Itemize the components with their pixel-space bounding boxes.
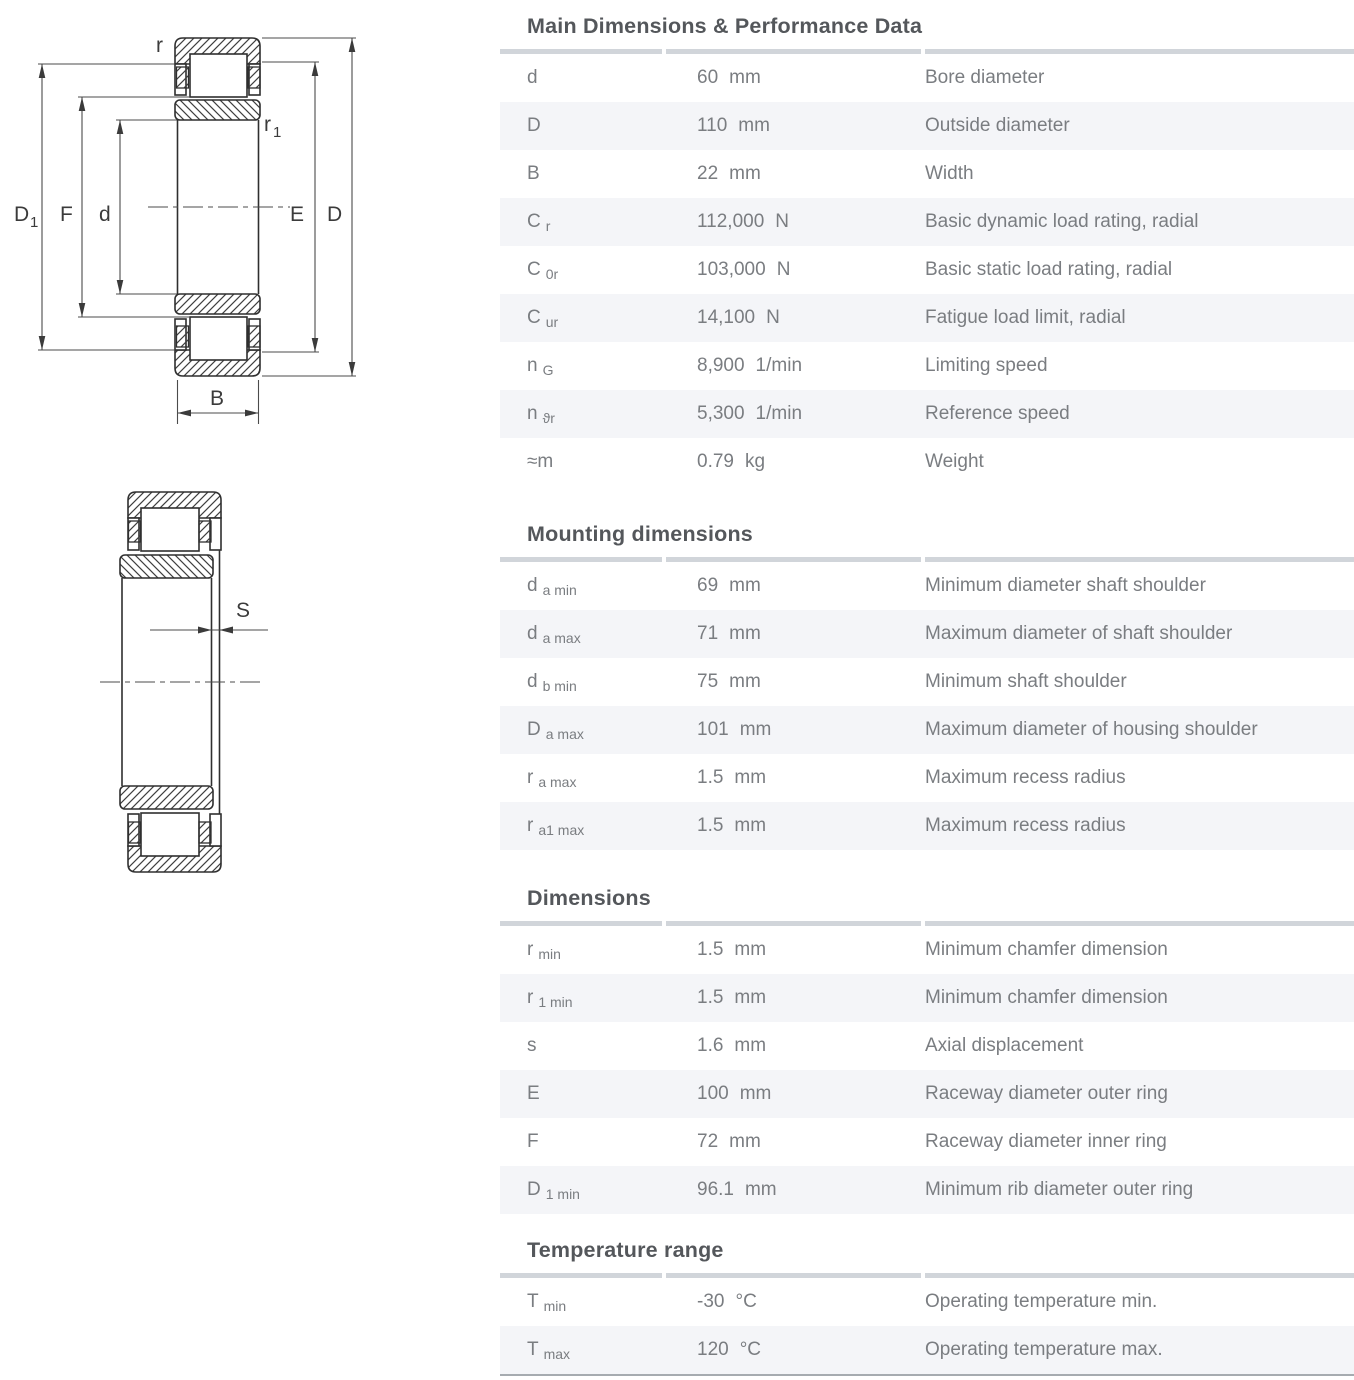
unit: N — [775, 211, 790, 232]
rule-segment — [666, 921, 921, 926]
value: 1.5 — [697, 767, 724, 788]
unit: mm — [734, 1035, 767, 1056]
description-cell: Maximum recess radius — [925, 767, 1126, 788]
cage-top-right — [199, 521, 211, 542]
value-cell — [666, 623, 925, 645]
value: 22 — [697, 163, 719, 184]
description-cell: Minimum rib diameter outer ring — [925, 1179, 1194, 1200]
value-cell — [666, 767, 925, 789]
rule-segment — [500, 921, 662, 926]
table-row — [500, 438, 1354, 486]
table-row — [500, 1118, 1354, 1166]
symbol-cell — [500, 815, 666, 837]
value-cell — [666, 115, 925, 137]
symbol: d — [527, 623, 538, 644]
dimension-lines — [100, 630, 268, 682]
symbol: F — [527, 1131, 539, 1152]
unit: kg — [744, 451, 766, 472]
symbol: D — [527, 115, 541, 136]
table-row — [500, 926, 1354, 974]
cage-top-left — [177, 67, 189, 88]
symbol: T — [527, 1291, 539, 1312]
label-d: d — [99, 203, 111, 226]
symbol-cell — [500, 719, 666, 741]
symbol: D — [527, 719, 541, 740]
technical-drawings — [0, 0, 500, 1380]
description-cell: Maximum recess radius — [925, 815, 1126, 836]
table-row — [500, 1022, 1354, 1070]
table-row — [500, 150, 1354, 198]
symbol: E — [527, 1083, 540, 1104]
label-r1: r — [264, 113, 271, 136]
bearing-cross-section-drawing — [0, 0, 480, 460]
symbol-subscript: a min — [542, 582, 577, 598]
table-row — [500, 1278, 1354, 1326]
symbol: d — [527, 575, 538, 596]
description-cell: Minimum shaft shoulder — [925, 671, 1127, 692]
description-cell: Fatigue load limit, radial — [925, 307, 1126, 328]
value: 120 — [697, 1339, 729, 1360]
value-cell — [666, 939, 925, 961]
value-cell — [666, 67, 925, 89]
cage-top-right — [248, 67, 260, 88]
header-rule — [500, 921, 1354, 926]
spec-section — [500, 0, 1354, 486]
cage-bottom-right — [248, 326, 260, 347]
value-cell — [666, 719, 925, 741]
table-row — [500, 294, 1354, 342]
symbol-cell — [500, 1291, 666, 1313]
table-row — [500, 802, 1354, 850]
symbol-subscript: a max — [545, 726, 584, 742]
symbol-cell — [500, 259, 666, 281]
table-row — [500, 246, 1354, 294]
value-cell — [666, 1083, 925, 1105]
value: 101 — [697, 719, 729, 740]
bottom-rule — [500, 1374, 1354, 1376]
table-row — [500, 1070, 1354, 1118]
label-r1-sub: 1 — [273, 124, 282, 141]
dimension-labels — [236, 599, 250, 622]
unit: mm — [738, 115, 770, 136]
unit: mm — [729, 163, 761, 184]
symbol-subscript: ur — [545, 314, 559, 330]
value: 60 — [697, 67, 719, 88]
value: 5,300 — [697, 403, 745, 424]
table-row — [500, 342, 1354, 390]
rule-segment — [925, 557, 1354, 562]
symbol-cell — [500, 767, 666, 789]
table-row — [500, 1166, 1354, 1214]
rule-segment — [500, 1273, 662, 1278]
table-row — [500, 974, 1354, 1022]
symbol: D — [527, 1179, 541, 1200]
description-cell: Basic static load rating, radial — [925, 259, 1173, 280]
spec-section — [500, 886, 1354, 1214]
value: 14,100 — [697, 307, 756, 328]
description-cell: Maximum diameter of shaft shoulder — [925, 623, 1233, 644]
symbol-cell — [500, 355, 666, 377]
label-B: B — [210, 387, 225, 410]
spec-section — [500, 522, 1354, 850]
value: 1.6 — [697, 1035, 724, 1056]
value-cell — [666, 1291, 925, 1313]
value-cell — [666, 1035, 925, 1057]
table-row — [500, 706, 1354, 754]
symbol-subscript: min — [538, 946, 561, 962]
symbol: r — [527, 767, 534, 788]
value-cell — [666, 1339, 925, 1361]
unit: mm — [729, 623, 761, 644]
unit: mm — [734, 767, 767, 788]
value-cell — [666, 307, 925, 329]
unit: mm — [739, 719, 772, 740]
rule-segment — [666, 1273, 921, 1278]
spec-tables — [500, 0, 1354, 1376]
symbol-subscript: 1 min — [538, 994, 573, 1010]
symbol: r — [527, 939, 534, 960]
description-cell: Reference speed — [925, 403, 1070, 424]
rule-segment — [925, 1273, 1354, 1278]
table-row — [500, 1326, 1354, 1374]
rule-segment — [500, 49, 662, 54]
value-cell — [666, 259, 925, 281]
symbol: C — [527, 307, 541, 328]
rule-segment — [666, 557, 921, 562]
inner-ring-bottom — [175, 294, 260, 314]
description-cell: Limiting speed — [925, 355, 1048, 376]
symbol-cell — [500, 115, 666, 137]
unit: mm — [734, 987, 767, 1008]
description-cell: Width — [925, 163, 974, 184]
label-E: E — [290, 203, 305, 226]
description-cell: Raceway diameter inner ring — [925, 1131, 1167, 1152]
value-cell — [666, 575, 925, 597]
table-row — [500, 54, 1354, 102]
symbol-subscript: ϑr — [542, 410, 555, 426]
roller-bottom — [190, 317, 247, 360]
label-D1: D — [14, 203, 30, 226]
description-cell: Minimum diameter shaft shoulder — [925, 575, 1206, 596]
unit: mm — [744, 1179, 777, 1200]
symbol-cell — [500, 307, 666, 329]
value: 8,900 — [697, 355, 745, 376]
value: 110 — [697, 115, 728, 136]
inner-ring-top — [175, 100, 260, 120]
rule-segment — [925, 49, 1354, 54]
symbol-subscript: 1 min — [545, 1186, 580, 1202]
description-cell: Raceway diameter outer ring — [925, 1083, 1168, 1104]
symbol: B — [527, 163, 540, 184]
description-cell: Maximum diameter of housing shoulder — [925, 719, 1258, 740]
value: 96.1 — [697, 1179, 734, 1200]
unit: mm — [729, 67, 761, 88]
symbol-cell — [500, 1339, 666, 1361]
value: 69 — [697, 575, 719, 596]
symbol-subscript: a max — [542, 630, 581, 646]
symbol-cell — [500, 671, 666, 693]
symbol: C — [527, 259, 541, 280]
table-row — [500, 390, 1354, 438]
symbol-cell — [500, 403, 666, 425]
table-row — [500, 610, 1354, 658]
description-cell: Weight — [925, 451, 984, 472]
rule-segment — [666, 49, 921, 54]
label-S: S — [236, 599, 251, 622]
roller-top — [141, 508, 199, 551]
symbol-cell — [500, 939, 666, 961]
value: 0.79 — [697, 451, 734, 472]
unit: 1/min — [755, 355, 803, 376]
cage-bottom-right — [199, 822, 211, 843]
table-row — [500, 754, 1354, 802]
symbol-cell — [500, 1179, 666, 1201]
table-row — [500, 102, 1354, 150]
symbol-subscript: max — [543, 1346, 571, 1362]
table-row — [500, 562, 1354, 610]
unit: mm — [729, 671, 761, 692]
value-cell — [666, 1131, 925, 1153]
description-cell: Minimum chamfer dimension — [925, 939, 1168, 960]
symbol-cell — [500, 67, 666, 89]
value: 1.5 — [697, 987, 724, 1008]
value-cell — [666, 355, 925, 377]
header-rule — [500, 1273, 1354, 1278]
symbol-subscript: min — [543, 1298, 567, 1314]
value: 1.5 — [697, 815, 724, 836]
symbol: r — [527, 987, 534, 1008]
symbol-subscript: 0r — [545, 266, 559, 282]
value-cell — [666, 671, 925, 693]
unit: N — [766, 307, 780, 328]
section-title: Main Dimensions & Performance Data — [527, 14, 923, 38]
description-cell: Outside diameter — [925, 115, 1070, 136]
value: -30 — [697, 1291, 725, 1312]
symbol-subscript: a max — [538, 774, 577, 790]
symbol-cell — [500, 451, 666, 473]
inner-ring-bottom — [120, 786, 213, 809]
symbol: d — [527, 67, 538, 88]
symbol: T — [527, 1339, 539, 1360]
symbol: n — [527, 403, 538, 424]
symbol: n — [527, 355, 538, 376]
symbol-cell — [500, 1035, 666, 1057]
label-D: D — [327, 203, 343, 226]
value-cell — [666, 403, 925, 425]
rule-segment — [925, 921, 1354, 926]
symbol-subscript: a1 max — [538, 822, 585, 838]
description-cell: Basic dynamic load rating, radial — [925, 211, 1199, 232]
symbol-cell — [500, 575, 666, 597]
label-D1-sub: 1 — [30, 214, 39, 231]
bearing-axial-displacement-drawing — [0, 460, 480, 920]
cage-bottom-left — [177, 326, 189, 347]
value: 103,000 — [697, 259, 766, 280]
section-title: Dimensions — [527, 886, 651, 910]
description-cell: Operating temperature min. — [925, 1291, 1158, 1312]
unit: mm — [734, 939, 767, 960]
symbol-cell — [500, 1131, 666, 1153]
rule-segment — [500, 557, 662, 562]
header-rule — [500, 49, 1354, 54]
value-cell — [666, 163, 925, 185]
value-cell — [666, 211, 925, 233]
symbol: r — [527, 815, 534, 836]
symbol: C — [527, 211, 541, 232]
unit: N — [776, 259, 791, 280]
label-r: r — [156, 34, 163, 57]
value-cell — [666, 815, 925, 837]
unit: °C — [735, 1291, 757, 1312]
value: 71 — [697, 623, 719, 644]
symbol-cell — [500, 1083, 666, 1105]
value-cell — [666, 451, 925, 473]
description-cell: Minimum chamfer dimension — [925, 987, 1168, 1008]
unit: mm — [729, 1131, 761, 1152]
symbol-subscript: b min — [542, 678, 577, 694]
value: 72 — [697, 1131, 719, 1152]
symbol-cell — [500, 163, 666, 185]
label-F: F — [60, 203, 73, 226]
roller-top — [190, 54, 247, 97]
unit: mm — [729, 575, 761, 596]
table-row — [500, 198, 1354, 246]
symbol-cell — [500, 623, 666, 645]
section-title: Mounting dimensions — [527, 522, 753, 546]
value: 100 — [697, 1083, 729, 1104]
symbol: ≈m — [527, 451, 554, 472]
symbol-subscript: r — [545, 218, 551, 234]
cage-top-left — [129, 521, 141, 542]
value: 1.5 — [697, 939, 724, 960]
table-row — [500, 658, 1354, 706]
symbol-cell — [500, 987, 666, 1009]
unit: °C — [739, 1339, 762, 1360]
description-cell: Operating temperature max. — [925, 1339, 1163, 1360]
symbol-cell — [500, 211, 666, 233]
unit: 1/min — [755, 403, 803, 424]
symbol: d — [527, 671, 538, 692]
value: 75 — [697, 671, 719, 692]
value: 112,000 — [697, 211, 765, 232]
section-title: Temperature range — [527, 1238, 724, 1262]
unit: mm — [739, 1083, 772, 1104]
description-cell: Axial displacement — [925, 1035, 1084, 1056]
value-cell — [666, 1179, 925, 1201]
cage-bottom-left — [129, 822, 141, 843]
value-cell — [666, 987, 925, 1009]
header-rule — [500, 557, 1354, 562]
symbol: s — [527, 1035, 537, 1056]
spec-section — [500, 1238, 1354, 1374]
description-cell: Bore diameter — [925, 67, 1045, 88]
symbol-subscript: G — [542, 362, 554, 378]
roller-bottom — [141, 813, 199, 856]
unit: mm — [734, 815, 767, 836]
inner-ring-top — [120, 555, 213, 578]
